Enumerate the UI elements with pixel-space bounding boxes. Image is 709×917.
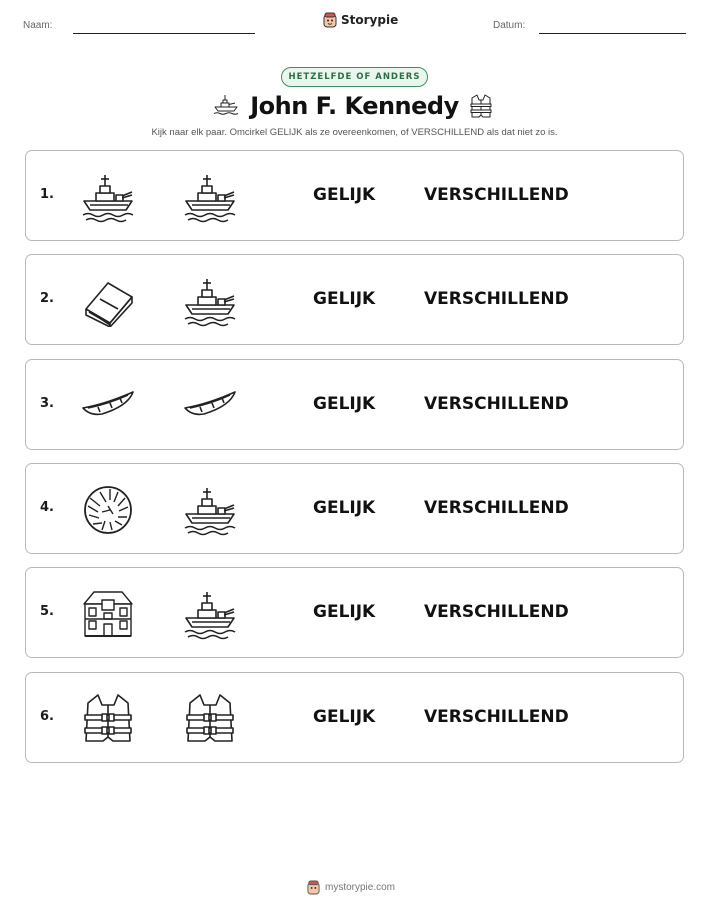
boat-icon: [182, 484, 238, 536]
life-vest-icon: [80, 693, 136, 745]
canoe-icon: [182, 380, 238, 432]
storypie-mascot-icon: [307, 880, 320, 895]
date-label: Datum:: [493, 20, 526, 31]
row-number: 4.: [40, 500, 54, 515]
worksheet-badge: HETZELFDE OF ANDERS: [281, 67, 428, 87]
life-vest-icon: [467, 91, 495, 125]
comparison-row: [25, 567, 684, 658]
row-number: 5.: [40, 604, 54, 619]
boat-icon: [182, 275, 238, 327]
option-same[interactable]: GELIJK: [313, 394, 376, 414]
name-line[interactable]: [73, 33, 255, 34]
boat-icon: [182, 588, 238, 640]
option-same[interactable]: GELIJK: [313, 707, 376, 727]
footer-url[interactable]: mystorypie.com: [325, 882, 396, 893]
instructions: Kijk naar elk paar. Omcirkel GELIJK als ze overeenkomen, of VERSCHILLEND als dat niet zo is.: [151, 127, 558, 138]
option-same[interactable]: GELIJK: [313, 185, 376, 205]
row-number: 6.: [40, 709, 54, 724]
boat-icon: [182, 171, 238, 223]
comparison-row: [25, 672, 684, 763]
storypie-mascot-icon: [323, 12, 337, 28]
option-same[interactable]: GELIJK: [313, 602, 376, 622]
footer: [307, 880, 395, 895]
comparison-row: [25, 254, 684, 345]
option-different[interactable]: VERSCHILLEND: [424, 289, 569, 309]
boat-icon: [80, 171, 136, 223]
comparison-row: [25, 150, 684, 241]
book-icon: [80, 275, 136, 327]
name-label: Naam:: [23, 20, 53, 31]
coconut-icon: [80, 484, 136, 536]
row-number: 3.: [40, 396, 54, 411]
row-number: 2.: [40, 291, 54, 306]
page-title: John F. Kennedy: [250, 92, 459, 120]
date-line[interactable]: [539, 33, 686, 34]
canoe-icon: [80, 380, 136, 432]
house-icon: [80, 588, 136, 640]
life-vest-icon: [182, 693, 238, 745]
comparison-row: [25, 463, 684, 554]
option-different[interactable]: VERSCHILLEND: [424, 707, 569, 727]
brand-logo: [323, 12, 398, 28]
option-different[interactable]: VERSCHILLEND: [424, 185, 569, 205]
option-different[interactable]: VERSCHILLEND: [424, 602, 569, 622]
option-same[interactable]: GELIJK: [313, 498, 376, 518]
row-number: 1.: [40, 187, 54, 202]
brand-name: Storypie: [341, 13, 399, 27]
option-same[interactable]: GELIJK: [313, 289, 376, 309]
option-different[interactable]: VERSCHILLEND: [424, 498, 569, 518]
option-different[interactable]: VERSCHILLEND: [424, 394, 569, 414]
comparison-row: [25, 359, 684, 450]
